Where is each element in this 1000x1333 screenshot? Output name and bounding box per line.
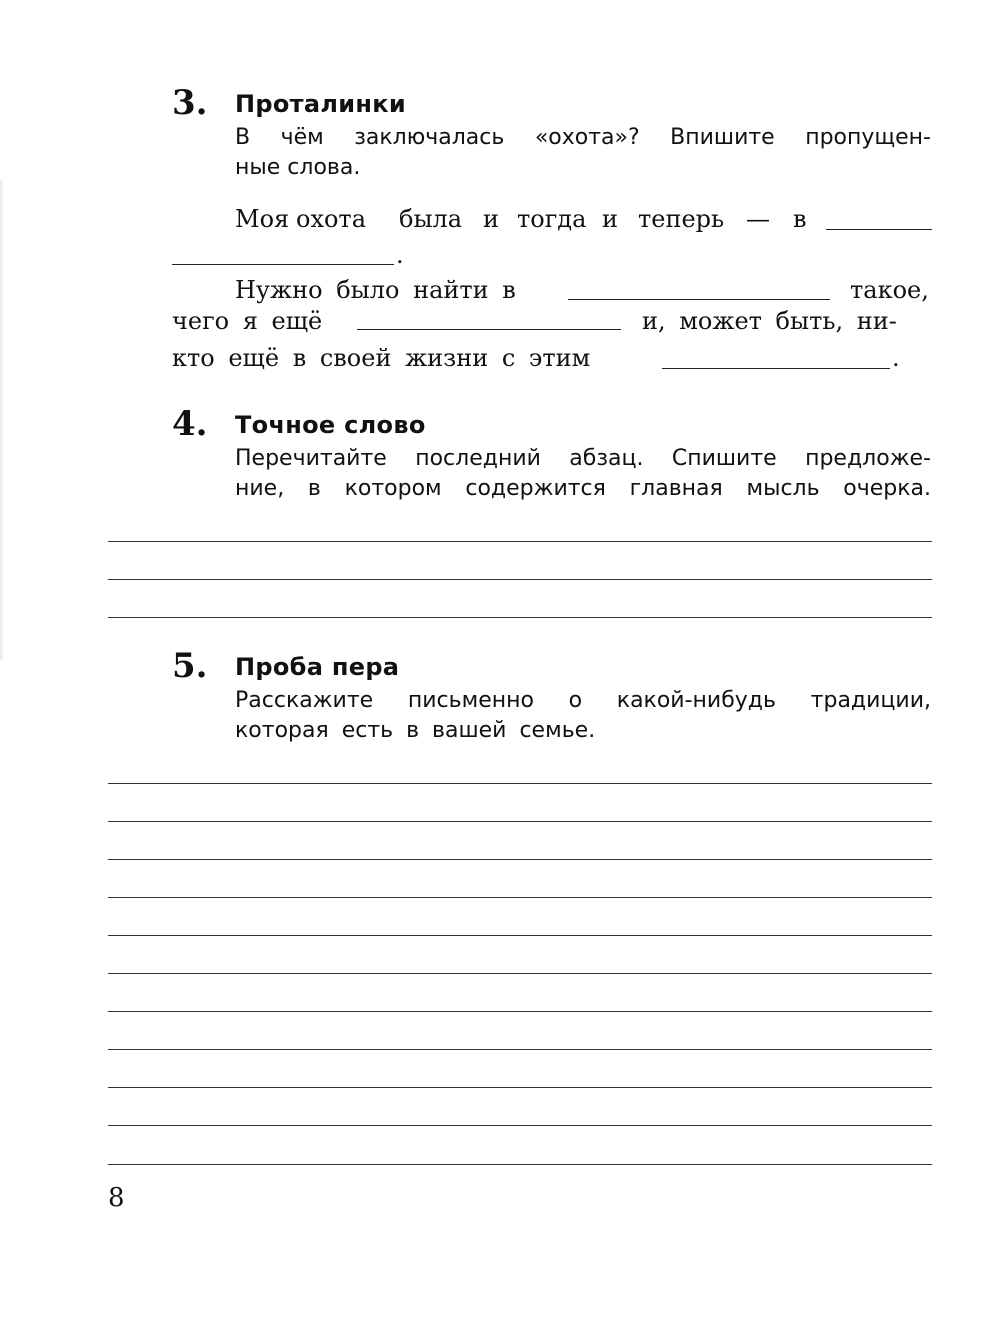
task3-p2-line1-start: Нужно было найти в bbox=[235, 276, 516, 304]
task4-instruction-line2: ние, в котором содержится главная мысль очерка. bbox=[235, 476, 931, 501]
writing-line[interactable] bbox=[108, 617, 932, 618]
answer-blank[interactable] bbox=[568, 299, 830, 300]
task5-title: Проба пера bbox=[235, 653, 400, 681]
task3-p1-word: теперь bbox=[638, 205, 725, 233]
task3-p1-word: охота bbox=[296, 205, 367, 233]
writing-line[interactable] bbox=[108, 897, 932, 898]
task3-p2-line3-start: кто ещё в своей жизни с этим bbox=[172, 344, 591, 372]
task3-title: Проталинки bbox=[235, 90, 406, 118]
task3-p1-word: в bbox=[793, 205, 807, 233]
page-number: 8 bbox=[108, 1183, 125, 1213]
task4-number: 4. bbox=[172, 404, 208, 444]
task3-p2-line2-end: и, может быть, ни- bbox=[642, 307, 897, 335]
answer-blank[interactable] bbox=[662, 368, 890, 369]
answer-blank[interactable] bbox=[826, 229, 932, 230]
writing-line[interactable] bbox=[108, 1011, 932, 1012]
page-edge-shadow bbox=[0, 180, 4, 660]
task5-instruction-line2: которая есть в вашей семье. bbox=[235, 718, 596, 743]
task3-p1-word: — bbox=[746, 205, 770, 233]
answer-blank[interactable] bbox=[357, 329, 621, 330]
task3-p2-line2-start: чего я ещё bbox=[172, 307, 323, 335]
task5-number: 5. bbox=[172, 646, 208, 686]
writing-line[interactable] bbox=[108, 541, 932, 542]
writing-line[interactable] bbox=[108, 821, 932, 822]
task3-p1-word: и bbox=[602, 205, 618, 233]
task3-number: 3. bbox=[172, 83, 208, 123]
writing-line[interactable] bbox=[108, 1164, 932, 1165]
writing-line[interactable] bbox=[108, 1125, 932, 1126]
task3-p1-word: и bbox=[483, 205, 499, 233]
task3-instruction-line2: ные слова. bbox=[235, 155, 361, 180]
writing-line[interactable] bbox=[108, 783, 932, 784]
task3-p1-word: тогда bbox=[517, 205, 587, 233]
task3-p1-word: была bbox=[399, 205, 463, 233]
task3-instruction-line1: В чём заключалась «охота»? Впишите пропущен- bbox=[235, 125, 931, 150]
task3-p2-line3-end: . bbox=[892, 344, 900, 372]
writing-line[interactable] bbox=[108, 935, 932, 936]
answer-blank[interactable] bbox=[172, 264, 394, 265]
task5-instruction-line1: Расскажите письменно о какой-нибудь традиции, bbox=[235, 688, 931, 713]
task3-p1-word: Моя bbox=[235, 205, 290, 233]
writing-line[interactable] bbox=[108, 579, 932, 580]
task4-instruction-line1: Перечитайте последний абзац. Спишите предложе- bbox=[235, 446, 931, 471]
task3-p1-end: . bbox=[396, 241, 404, 269]
task4-title: Точное слово bbox=[235, 411, 426, 439]
writing-line[interactable] bbox=[108, 973, 932, 974]
writing-line[interactable] bbox=[108, 1049, 932, 1050]
writing-line[interactable] bbox=[108, 1087, 932, 1088]
task3-p2-line1-end: такое, bbox=[850, 276, 929, 304]
writing-line[interactable] bbox=[108, 859, 932, 860]
